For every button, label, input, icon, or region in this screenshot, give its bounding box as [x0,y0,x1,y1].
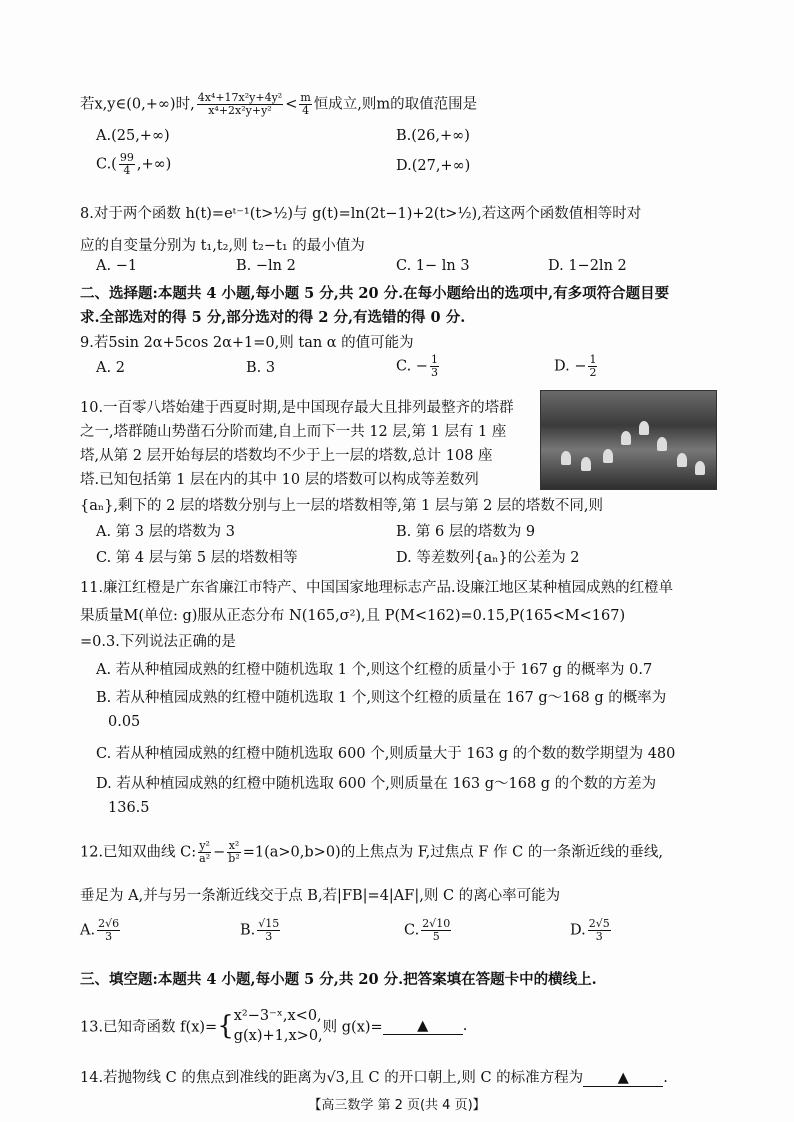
q9-option-c [396,354,441,379]
pagoda-shape [581,457,591,471]
q7-frac-bottom: x⁴+2x²y+y² [208,104,272,117]
q12-a-label: A. [80,922,96,939]
q12-option-d [570,918,613,943]
q9-option-b: B. 3 [246,360,276,376]
q12-f1-top: y² [199,839,210,852]
q10-line2: 之一,塔群随山势凿石分阶而建,自上而下一共 12 层,第 1 层有 1 座 [80,424,507,440]
q12-a-top: 2√6 [98,917,120,930]
q11-line1: 11.廉江红橙是广东省廉江市特产、中国国家地理标志产品.设廉江地区某种植园成熟的红橙单 [80,580,674,596]
q11-option-b-line1: B. 若从种植园成熟的红橙中随机选取 1 个,则这个红橙的质量在 167 g～168 g 的概率为 [96,690,667,706]
q12-prefix: 12.已知双曲线 C: [80,844,197,861]
q7-stem-prefix: 若x,y∈(0,+∞)时, [80,96,195,113]
pagoda-shape [603,449,613,463]
q12-a-bottom: 3 [105,930,113,943]
q14-answer-blank: ▲ [583,1070,663,1087]
q11-line3: =0.3.下列说法正确的是 [80,634,236,650]
q7-option-b: B.(26,+∞) [396,128,470,144]
q12-d-bottom: 3 [595,930,603,943]
q10-line4: 塔.已知包括第 1 层在内的其中 10 层的塔数可以构成等差数列 [80,472,479,488]
q12-d-fraction [588,918,611,943]
q12-c-bottom: 5 [432,930,440,943]
q10-line1: 10.一百零八塔始建于西夏时期,是中国现存最大且排列最整齐的塔群 [80,400,514,416]
q7-c-fraction [119,152,135,177]
q8-line1: 8.对于两个函数 h(t)=eᵗ⁻¹(t>½)与 g(t)=ln(2t−1)+2(t>½),若这两个函数值相等时对 [80,206,642,222]
q7-m-top: m [300,91,311,104]
q12-line2: 垂足为 A,并与另一条渐近线交于点 B,若|FB|=4|AF|,则 C 的离心率可能为 [80,888,561,904]
q9-d-top: 1 [589,353,597,366]
q12-c-label: C. [404,922,420,939]
q11-option-c: C. 若从种植园成熟的红橙中随机选取 600 个,则质量大于 163 g 的个数的数学期望为 480 [96,746,676,762]
q7-c-suffix: ,+∞) [136,156,172,173]
q12-b-bottom: 3 [265,930,273,943]
q9-option-a: A. 2 [96,360,125,376]
q13-suffix: 则 g(x)= [322,1019,383,1036]
q9-d-bottom: 2 [589,366,597,379]
q14-end: . [663,1070,668,1086]
q7-lt: < [285,96,298,113]
q11-option-a: A. 若从种植园成熟的红橙中随机选取 1 个,则这个红橙的质量小于 167 g 的概率为 0.7 [96,662,653,678]
q9-d-fraction [588,354,597,379]
q9-d-prefix: D. − [554,358,587,375]
q11-option-d-line1: D. 若从种植园成熟的红橙中随机选取 600 个,则质量在 163 g～168 g 的个数的方差为 [96,776,657,792]
q12-c-fraction [421,918,451,943]
section2-line2: 求.全部选对的得 5 分,部分选对的得 2 分,有选错的得 0 分. [80,309,466,326]
q7-frac-top: 4x⁴+17x²y+4y² [197,91,283,104]
q9-c-bottom: 3 [430,366,438,379]
q13-stem [80,1006,467,1046]
q12-b-top: √15 [258,917,280,930]
q12-option-a [80,918,122,943]
q12-option-c [404,918,453,943]
q10-option-a: A. 第 3 层的塔数为 3 [96,524,235,540]
page-footer: 【高三数学 第 2 页(共 4 页)】 [308,1098,486,1113]
q13-case1: x²−3⁻ˣ,x<0, [233,1008,322,1024]
q7-stem [80,92,477,117]
q12-stem [80,840,663,865]
q12-f1-bottom: a² [199,852,211,865]
q7-c-bottom: 4 [123,164,131,177]
q11-line2: 果质量M(单位: g)服从正态分布 N(165,σ²),且 P(M<162)=0.15,P(165<M<167) [80,608,626,624]
q11-option-d-line2: 136.5 [108,800,150,816]
pagoda-shape [677,453,687,467]
q13-cases [234,1006,323,1046]
q9-c-fraction [430,354,439,379]
q8-option-a: A. −1 [96,258,138,274]
q8-option-c: C. 1− ln 3 [396,258,470,274]
q7-option-c [96,152,171,177]
section3-heading: 三、填空题:本题共 4 小题,每小题 5 分,共 20 分.把答案填在答题卡中的横线上. [80,971,597,988]
q12-suffix: =1(a>0,b>0)的上焦点为 F,过焦点 F 作 C 的一条渐近线的垂线, [242,844,663,861]
q7-stem-suffix: 恒成立,则m的取值范围是 [313,96,478,113]
pagoda-photo [540,390,717,490]
q10-option-c: C. 第 4 层与第 5 层的塔数相等 [96,550,298,566]
pagoda-shape [695,461,705,475]
q13-case2: g(x)+1,x>0, [233,1028,323,1044]
q9-c-prefix: C. − [396,358,428,375]
q14-stem-text: 14.若抛物线 C 的焦点到准线的距离为√3,且 C 的开口朝上,则 C 的标准方程为 [80,1070,584,1086]
q13-answer-blank: ▲ [383,1018,463,1035]
q7-c-top: 99 [119,151,134,164]
section2-line1: 二、选择题:本题共 4 小题,每小题 5 分,共 20 分.在每小题给出的选项中,有多项符合题目要 [80,285,670,302]
q13-end: . [462,1018,468,1034]
q10-line5: {aₙ},剩下的 2 层的塔数分别与上一层的塔数相等,第 1 层与第 2 层的塔数不同,则 [80,498,604,514]
q12-b-fraction [257,918,280,943]
pagoda-shape [621,431,631,445]
q12-minus: − [213,844,226,861]
q7-option-a: A.(25,+∞) [96,128,170,144]
q13-brace: { [217,1011,234,1041]
q12-d-label: D. [570,922,586,939]
q12-c-top: 2√10 [422,917,451,930]
q12-d-top: 2√5 [588,917,610,930]
q9-c-top: 1 [430,353,438,366]
q8-option-b: B. −ln 2 [236,258,296,274]
pagoda-shape [639,421,649,435]
pagoda-shape [657,437,667,451]
q12-f1 [198,840,211,865]
q12-a-fraction [97,918,120,943]
q14-stem [80,1066,668,1087]
q13-prefix: 13.已知奇函数 f(x)= [80,1019,218,1036]
q7-c-prefix: C.( [96,156,117,173]
q7-m-bottom: 4 [302,104,310,117]
q12-b-label: B. [240,922,256,939]
q12-f2-top: x² [228,839,240,852]
q10-line3: 塔,从第 2 层开始每层的塔数均不少于上一层的塔数,总计 108 座 [80,448,493,464]
q9-option-d [554,354,599,379]
q8-option-d: D. 1−2ln 2 [548,258,627,274]
q7-fraction [197,92,284,117]
q10-option-d: D. 等差数列{aₙ}的公差为 2 [396,550,580,566]
q10-option-b: B. 第 6 层的塔数为 9 [396,524,536,540]
q11-option-b-line2: 0.05 [108,714,141,730]
q12-f2-bottom: b² [228,852,240,865]
q7-m-fraction [299,92,311,117]
q7-option-d: D.(27,+∞) [396,158,471,174]
q12-option-b [240,918,282,943]
q8-line2: 应的自变量分别为 t₁,t₂,则 t₂−t₁ 的最小值为 [80,238,365,254]
q12-f2 [227,840,240,865]
pagoda-shape [561,451,571,465]
q9-stem: 9.若5sin 2α+5cos 2α+1=0,则 tan α 的值可能为 [80,335,414,351]
